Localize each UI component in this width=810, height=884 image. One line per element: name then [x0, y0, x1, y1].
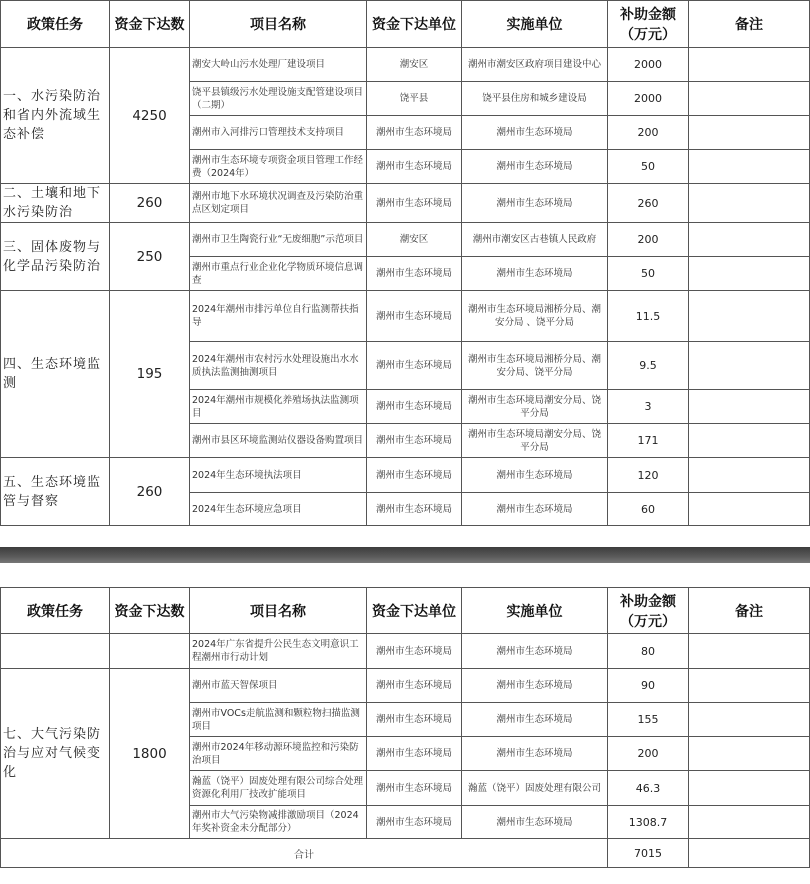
allocating-unit-cell: 潮州市生态环境局 [367, 291, 462, 342]
subsidy-amount-cell: 80 [608, 634, 689, 669]
allocating-unit-cell: 潮州市生态环境局 [367, 771, 462, 806]
remarks-cell [689, 390, 810, 424]
header-allocating-unit: 资金下达单位 [367, 1, 462, 48]
remarks-cell [689, 806, 810, 839]
allocating-unit-cell: 潮州市生态环境局 [367, 703, 462, 737]
implementing-unit-cell: 潮州市生态环境局湘桥分局、潮安分局 、饶平分局 [462, 291, 608, 342]
subsidy-amount-cell: 2000 [608, 82, 689, 116]
project-name-cell: 2024年潮州市规模化养殖场执法监测项目 [190, 390, 367, 424]
allocated-amount-cell: 250 [110, 223, 190, 291]
subsidy-amount-cell: 260 [608, 184, 689, 223]
project-name-cell: 饶平县镇级污水处理设施支配管建设项目（二期） [190, 82, 367, 116]
project-name-cell: 潮州市入河排污口管理技术支持项目 [190, 116, 367, 150]
remarks-cell [689, 634, 810, 669]
allocated-amount-cell [110, 634, 190, 669]
implementing-unit-cell: 瀚蓝（饶平）固废处理有限公司 [462, 771, 608, 806]
remarks-cell [689, 669, 810, 703]
allocating-unit-cell: 饶平县 [367, 82, 462, 116]
allocating-unit-cell: 潮安区 [367, 48, 462, 82]
allocating-unit-cell: 潮州市生态环境局 [367, 150, 462, 184]
project-name-cell: 潮州市2024年移动源环境监控和污染防治项目 [190, 737, 367, 771]
subsidy-amount-cell: 46.3 [608, 771, 689, 806]
subsidy-amount-cell: 2000 [608, 48, 689, 82]
project-name-cell: 潮州市地下水环境状况调查及污染防治重点区划定项目 [190, 184, 367, 223]
header-project-name: 项目名称 [190, 1, 367, 48]
allocated-amount-cell: 260 [110, 458, 190, 526]
project-name-cell: 潮州市VOCs走航监测和颗粒物扫描监测项目 [190, 703, 367, 737]
allocating-unit-cell: 潮州市生态环境局 [367, 257, 462, 291]
subsidy-amount-cell: 1308.7 [608, 806, 689, 839]
remarks-cell [689, 82, 810, 116]
implementing-unit-cell: 潮州市生态环境局 [462, 634, 608, 669]
project-name-cell: 潮州市大气污染物减排激励项目（2024年奖补资金未分配部分） [190, 806, 367, 839]
subsidy-amount-cell: 60 [608, 493, 689, 526]
project-name-cell: 2024年潮州市排污单位自行监测帮扶指导 [190, 291, 367, 342]
project-name-cell: 2024年潮州市农村污水处理设施出水水质执法监测抽测项目 [190, 342, 367, 390]
allocating-unit-cell: 潮州市生态环境局 [367, 424, 462, 458]
remarks-cell [689, 257, 810, 291]
project-name-cell: 2024年生态环境执法项目 [190, 458, 367, 493]
header-policy-task: 政策任务 [1, 1, 110, 48]
implementing-unit-cell: 饶平县住房和城乡建设局 [462, 82, 608, 116]
implementing-unit-cell: 潮州市生态环境局 [462, 257, 608, 291]
subsidy-amount-cell: 155 [608, 703, 689, 737]
policy-task-cell: 五、生态环境监管与督察 [1, 458, 110, 526]
remarks-cell [689, 342, 810, 390]
remarks-cell [689, 493, 810, 526]
implementing-unit-cell: 潮州市潮安区古巷镇人民政府 [462, 223, 608, 257]
project-name-cell: 潮州市生态环境专项资金项目管理工作经费（2024年） [190, 150, 367, 184]
subsidy-amount-cell: 3 [608, 390, 689, 424]
project-name-cell: 潮州市重点行业企业化学物质环境信息调查 [190, 257, 367, 291]
implementing-unit-cell: 潮州市生态环境局 [462, 806, 608, 839]
table-row [1, 839, 810, 868]
remarks-cell [689, 150, 810, 184]
subsidy-amount-cell: 90 [608, 669, 689, 703]
subsidy-amount-cell: 200 [608, 116, 689, 150]
implementing-unit-cell: 潮州市生态环境局潮安分局、饶平分局 [462, 390, 608, 424]
header-implementing-unit: 实施单位 [462, 588, 608, 634]
total-value: 7015 [608, 839, 689, 868]
allocating-unit-cell: 潮州市生态环境局 [367, 737, 462, 771]
table-row [1, 669, 810, 703]
subsidy-amount-cell: 50 [608, 150, 689, 184]
subsidy-amount-cell: 200 [608, 737, 689, 771]
policy-task-cell: 三、固体废物与化学品污染防治 [1, 223, 110, 291]
header-implementing-unit: 实施单位 [462, 1, 608, 48]
remarks-cell [689, 116, 810, 150]
table-row [1, 458, 810, 493]
project-name-cell: 潮安大岭山污水处理厂建设项目 [190, 48, 367, 82]
subsidy-amount-cell: 200 [608, 223, 689, 257]
implementing-unit-cell: 潮州市生态环境局湘桥分局、潮安分局、饶平分局 [462, 342, 608, 390]
allocated-amount-cell: 260 [110, 184, 190, 223]
remarks-cell [689, 48, 810, 82]
project-name-cell: 2024年广东省提升公民生态文明意识工程潮州市行动计划 [190, 634, 367, 669]
allocated-amount-cell: 1800 [110, 669, 190, 839]
allocating-unit-cell: 潮安区 [367, 223, 462, 257]
allocating-unit-cell: 潮州市生态环境局 [367, 458, 462, 493]
page-divider [0, 547, 810, 563]
policy-task-cell: 七、大气污染防治与应对气候变化 [1, 669, 110, 839]
header-project-name: 项目名称 [190, 588, 367, 634]
implementing-unit-cell: 潮州市生态环境局 [462, 150, 608, 184]
remarks-cell [689, 771, 810, 806]
subsidy-amount-cell: 171 [608, 424, 689, 458]
header-subsidy-amount: 补助金额（万元） [608, 1, 689, 48]
header-allocated-amount: 资金下达数 [110, 588, 190, 634]
header-allocated-amount: 资金下达数 [110, 1, 190, 48]
header-row [1, 588, 810, 634]
subsidy-amount-cell: 120 [608, 458, 689, 493]
allocated-amount-cell: 4250 [110, 48, 190, 184]
remarks-cell [689, 458, 810, 493]
subsidy-amount-cell: 11.5 [608, 291, 689, 342]
remarks-cell [689, 737, 810, 771]
allocating-unit-cell: 潮州市生态环境局 [367, 493, 462, 526]
allocating-unit-cell: 潮州市生态环境局 [367, 634, 462, 669]
table-row [1, 48, 810, 82]
remarks-cell [689, 223, 810, 257]
subsidy-amount-cell: 9.5 [608, 342, 689, 390]
policy-task-cell: 一、水污染防治和省内外流域生态补偿 [1, 48, 110, 184]
remarks-cell [689, 291, 810, 342]
allocated-amount-cell: 195 [110, 291, 190, 458]
implementing-unit-cell: 潮州市生态环境局 [462, 116, 608, 150]
allocating-unit-cell: 潮州市生态环境局 [367, 184, 462, 223]
policy-task-cell: 四、生态环境监测 [1, 291, 110, 458]
project-name-cell: 潮州市县区环境监测站仪器设备购置项目 [190, 424, 367, 458]
header-remarks: 备注 [689, 588, 810, 634]
implementing-unit-cell: 潮州市生态环境局 [462, 669, 608, 703]
implementing-unit-cell: 潮州市生态环境局潮安分局、饶平分局 [462, 424, 608, 458]
implementing-unit-cell: 潮州市生态环境局 [462, 458, 608, 493]
allocating-unit-cell: 潮州市生态环境局 [367, 390, 462, 424]
header-policy-task: 政策任务 [1, 588, 110, 634]
implementing-unit-cell: 潮州市生态环境局 [462, 703, 608, 737]
project-name-cell: 潮州市蓝天智保项目 [190, 669, 367, 703]
project-name-cell: 瀚蓝（饶平）固废处理有限公司综合处理资源化利用厂技改扩能项目 [190, 771, 367, 806]
implementing-unit-cell: 潮州市生态环境局 [462, 184, 608, 223]
header-row [1, 1, 810, 48]
table-row [1, 184, 810, 223]
allocating-unit-cell: 潮州市生态环境局 [367, 669, 462, 703]
implementing-unit-cell: 潮州市潮安区政府项目建设中心 [462, 48, 608, 82]
remarks-cell [689, 424, 810, 458]
project-name-cell: 2024年生态环境应急项目 [190, 493, 367, 526]
total-label: 合计 [1, 839, 608, 868]
implementing-unit-cell: 潮州市生态环境局 [462, 493, 608, 526]
remarks-cell [689, 703, 810, 737]
remarks-cell [689, 839, 810, 868]
table-row [1, 223, 810, 257]
funding-table-page-2 [0, 587, 810, 868]
subsidy-amount-cell: 50 [608, 257, 689, 291]
header-remarks: 备注 [689, 1, 810, 48]
project-name-cell: 潮州市卫生陶瓷行业“无废细胞”示范项目 [190, 223, 367, 257]
policy-task-cell: 二、土壤和地下水污染防治 [1, 184, 110, 223]
table-row [1, 634, 810, 669]
header-subsidy-amount: 补助金额（万元） [608, 588, 689, 634]
allocating-unit-cell: 潮州市生态环境局 [367, 342, 462, 390]
policy-task-cell [1, 634, 110, 669]
allocating-unit-cell: 潮州市生态环境局 [367, 116, 462, 150]
implementing-unit-cell: 潮州市生态环境局 [462, 737, 608, 771]
allocating-unit-cell: 潮州市生态环境局 [367, 806, 462, 839]
remarks-cell [689, 184, 810, 223]
table-row [1, 291, 810, 342]
header-allocating-unit: 资金下达单位 [367, 588, 462, 634]
